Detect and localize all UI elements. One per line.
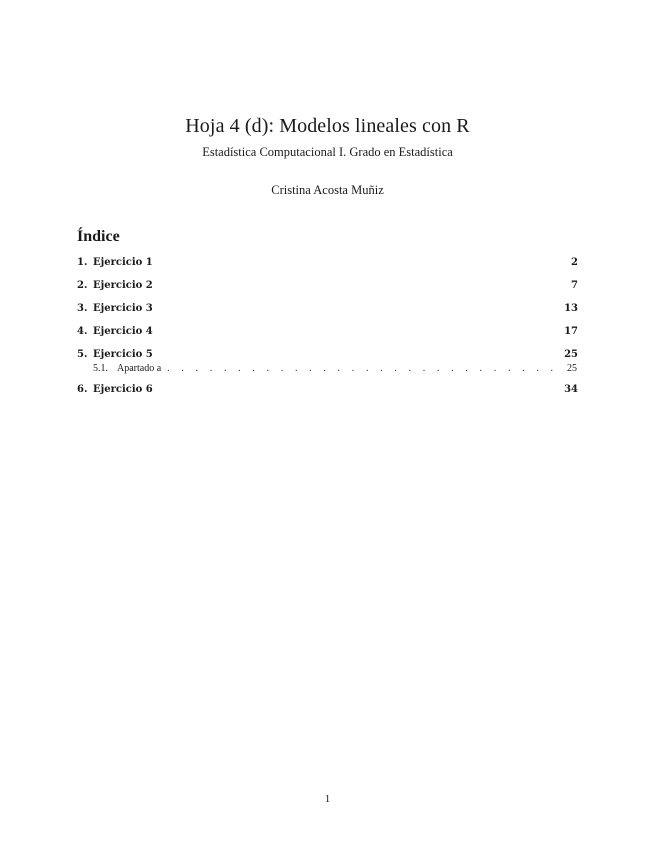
- toc-section: [77, 278, 578, 294]
- toc-section: [77, 301, 578, 317]
- page-number: 1: [324, 793, 331, 805]
- toc-entry-link[interactable]: [77, 278, 578, 294]
- toc-entry-label: Ejercicio 6: [93, 384, 153, 395]
- toc-section: [77, 382, 578, 398]
- table-of-contents: [77, 227, 578, 405]
- toc-list: [77, 255, 578, 398]
- toc-entry-number: 5.: [77, 349, 88, 360]
- title-block: [0, 113, 655, 198]
- toc-entry-link[interactable]: [77, 255, 578, 271]
- toc-subentry-link[interactable]: [77, 363, 578, 375]
- toc-entry-page: 13: [564, 303, 578, 314]
- toc-subentry-label: Apartado a: [117, 363, 162, 374]
- toc-section: [77, 255, 578, 271]
- toc-entry-label: Ejercicio 1: [93, 257, 153, 268]
- document-author: Cristina Acosta Muñiz: [271, 183, 384, 197]
- toc-section: [77, 324, 578, 340]
- toc-entry-link[interactable]: [77, 347, 578, 363]
- toc-entry-page: 7: [571, 280, 578, 291]
- toc-entry-link[interactable]: [77, 301, 578, 317]
- toc-subentry-page: 25: [567, 363, 577, 374]
- document-subtitle: Estadística Computacional I. Grado en Estadística: [202, 145, 453, 159]
- toc-entry-page: 25: [564, 349, 578, 360]
- toc-dot-leader: [167, 363, 561, 375]
- toc-entry-label: Ejercicio 2: [93, 280, 153, 291]
- toc-entry-page: 2: [571, 257, 578, 268]
- toc-entry-link[interactable]: [77, 382, 578, 398]
- toc-entry-number: 6.: [77, 384, 88, 395]
- toc-entry-number: 2.: [77, 280, 88, 291]
- toc-entry-label: Ejercicio 3: [93, 303, 153, 314]
- toc-entry-number: 4.: [77, 326, 88, 337]
- toc-section: [77, 347, 578, 375]
- toc-entry-label: Ejercicio 5: [93, 349, 153, 360]
- toc-heading: Índice: [77, 228, 120, 245]
- toc-entry-number: 1.: [77, 257, 88, 268]
- document-title: Hoja 4 (d): Modelos lineales con R: [185, 115, 470, 137]
- toc-entry-label: Ejercicio 4: [93, 326, 153, 337]
- toc-entry-link[interactable]: [77, 324, 578, 340]
- toc-entry-page: 17: [564, 326, 578, 337]
- toc-entry-number: 3.: [77, 303, 88, 314]
- toc-subentry-number: 5.1.: [93, 363, 108, 374]
- toc-entry-page: 34: [564, 384, 578, 395]
